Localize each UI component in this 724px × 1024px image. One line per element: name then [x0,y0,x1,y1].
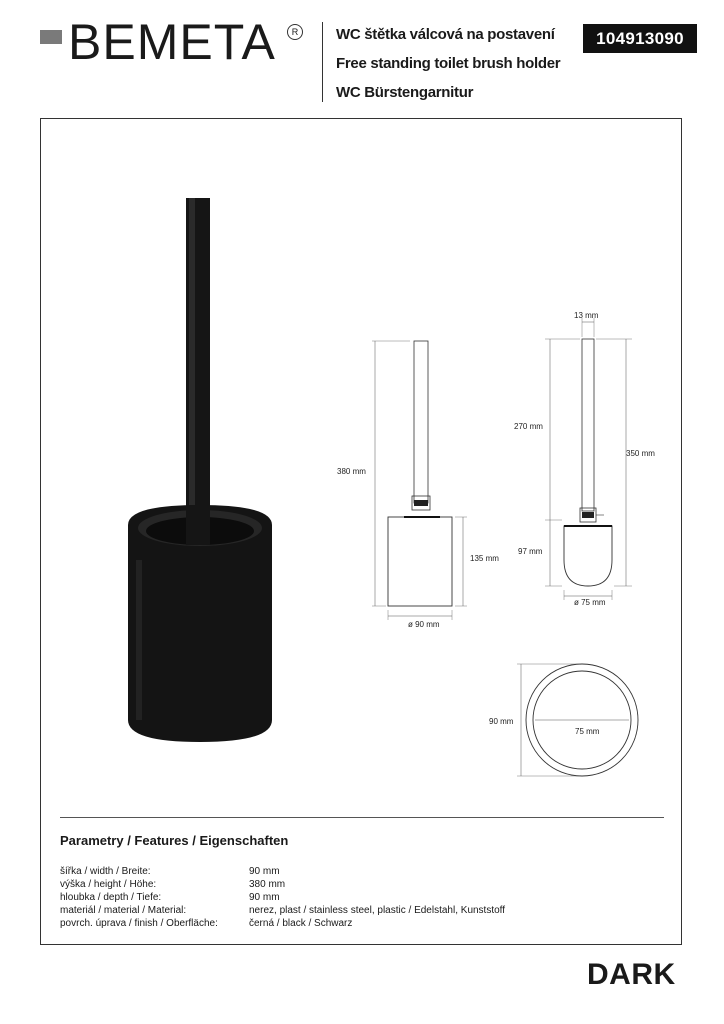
title-de: WC Bürstengarnitur [336,84,474,101]
dim-inner-diameter: 75 mm [575,727,600,736]
dim-handle-width: 13 mm [574,311,599,320]
product-image [128,198,272,742]
spec-value-width: 90 mm [249,866,280,877]
side-view-drawing [372,341,467,620]
section-view-drawing [545,318,632,600]
dim-head-diameter: ø 75 mm [574,598,606,607]
title-cz: WC štětka válcová na postavení [336,26,555,43]
product-code: 104913090 [583,24,697,53]
spec-value-material: nerez, plast / stainless steel, plastic / Edelstahl, Kunststoff [249,905,506,916]
features-divider [60,817,664,818]
top-view-drawing [517,664,638,776]
title-en: Free standing toilet brush holder [336,55,561,72]
brand-logo: BEMETA [68,14,276,70]
spec-value-depth: 90 mm [249,892,280,903]
dim-handle-length: 270 mm [514,422,543,431]
spec-value-finish: černá / black / Schwarz [249,918,353,929]
spec-label-height: výška / height / Höhe: [60,879,157,890]
spec-value-height: 380 mm [249,879,286,890]
dim-brush-length: 350 mm [626,449,655,458]
finish-name: DARK [587,958,676,991]
dim-height-holder: 135 mm [470,554,499,563]
spec-label-width: šířka / width / Breite: [60,866,151,877]
dim-head-height: 97 mm [518,547,543,556]
features-title: Parametry / Features / Eigenschaften [60,833,289,848]
spec-label-finish: povrch. úprava / finish / Oberfläche: [60,918,218,929]
dim-diameter: ø 90 mm [408,620,440,629]
spec-label-depth: hloubka / depth / Tiefe: [60,892,162,903]
dim-outer-diameter: 90 mm [489,717,514,726]
spec-label-material: materiál / material / Material: [60,905,187,916]
registered-icon: R [287,24,303,40]
dim-height-total: 380 mm [337,467,366,476]
